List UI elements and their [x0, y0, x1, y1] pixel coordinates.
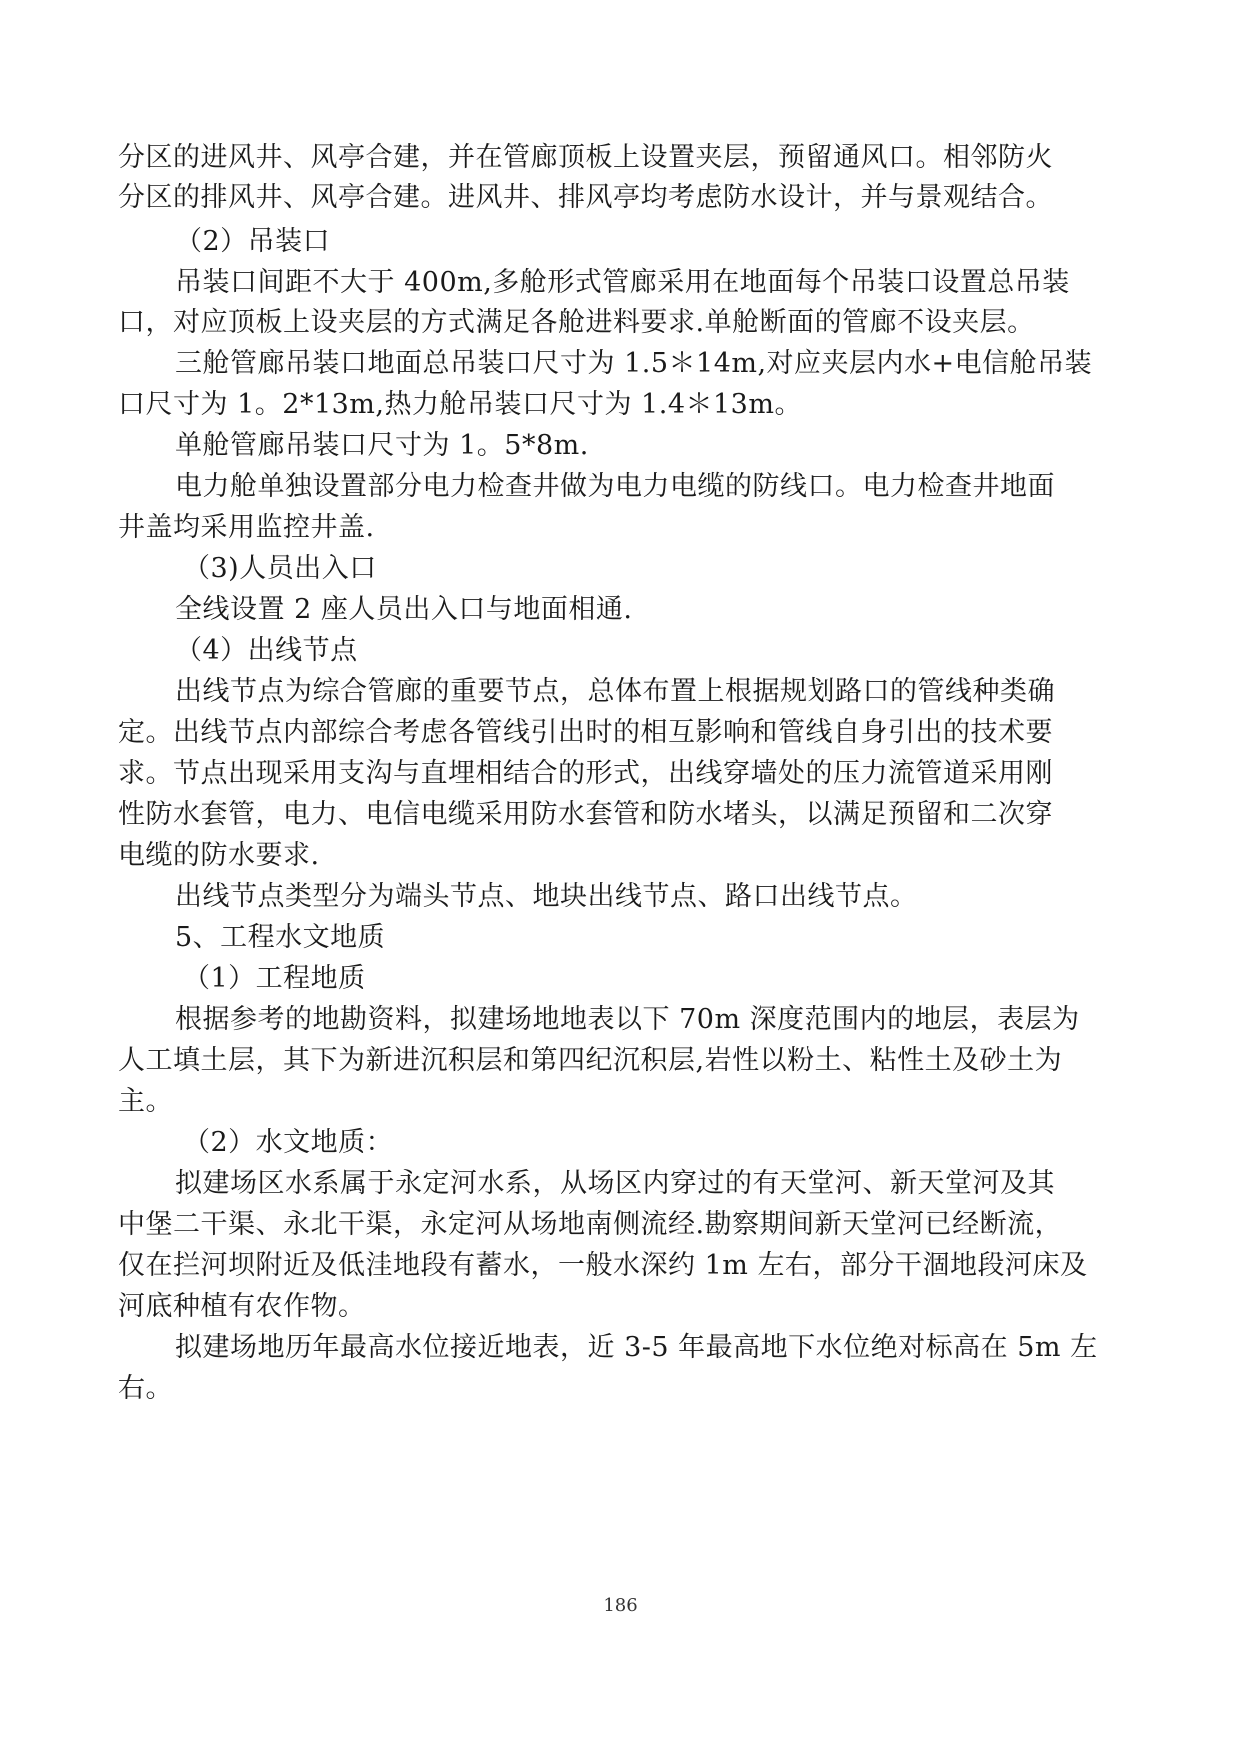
section-heading: （3)人员出入口 [183, 553, 377, 584]
paragraph-line: 拟建场地历年最高水位接近地表，近 3-5 年最高地下水位绝对标高在 5m 左 [175, 1332, 1098, 1363]
paragraph-line: 分区的排风井、风亭合建。进风井、排风亭均考虑防水设计，并与景观结合。 [118, 182, 1053, 213]
page-number: 186 [603, 1595, 638, 1616]
paragraph-line: 求。节点出现采用支沟与直埋相结合的形式，出线穿墙处的压力流管道采用刚 [118, 758, 1053, 789]
section-heading: （2）吊装口 [175, 226, 331, 257]
paragraph-line: 中堡二干渠、永北干渠，永定河从场地南侧流经.勘察期间新天堂河已经断流， [118, 1209, 1063, 1240]
paragraph-line: 定。出线节点内部综合考虑各管线引出时的相互影响和管线自身引出的技术要 [118, 717, 1053, 748]
paragraph-line: 全线设置 2 座人员出入口与地面相通. [175, 594, 633, 625]
paragraph-line: 分区的进风井、风亭合建，并在管廊顶板上设置夹层，预留通风口。相邻防火 [118, 142, 1053, 173]
paragraph-line: 井盖均采用监控井盖. [118, 512, 375, 543]
paragraph-line: 根据参考的地勘资料，拟建场地地表以下 70m 深度范围内的地层，表层为 [175, 1004, 1080, 1035]
paragraph-line: 右。 [118, 1373, 173, 1404]
paragraph-line: 拟建场区水系属于永定河水系，从场区内穿过的有天堂河、新天堂河及其 [175, 1168, 1055, 1199]
paragraph-line: 出线节点为综合管廊的重要节点，总体布置上根据规划路口的管线种类确 [175, 676, 1055, 707]
paragraph-line: 吊装口间距不大于 400m,多舱形式管廊采用在地面每个吊装口设置总吊装 [175, 267, 1070, 298]
paragraph-line: 电力舱单独设置部分电力检查井做为电力电缆的防线口。电力检查井地面 [175, 471, 1055, 502]
paragraph-line: 仅在拦河坝附近及低洼地段有蓄水，一般水深约 1m 左右，部分干涸地段河床及 [118, 1250, 1088, 1281]
section-heading: （4）出线节点 [175, 635, 358, 666]
paragraph-line: 单舱管廊吊装口尺寸为 1。5*8m. [175, 430, 589, 461]
paragraph-line: 性防水套管，电力、电信电缆采用防水套管和防水堵头，以满足预留和二次穿 [118, 799, 1053, 830]
paragraph-line: 河底种植有农作物。 [118, 1291, 366, 1322]
paragraph-line: 口，对应顶板上设夹层的方式满足各舱进料要求.单舱断面的管廊不设夹层。 [118, 307, 1035, 338]
paragraph-line: 人工填土层，其下为新进沉积层和第四纪沉积层,岩性以粉土、粘性土及砂土为 [118, 1045, 1063, 1076]
section-heading: 5、工程水文地质 [175, 922, 386, 953]
paragraph-line: 口尺寸为 1。2*13m,热力舱吊装口尺寸为 1.4＊13m。 [118, 389, 802, 420]
section-heading: （1）工程地质 [183, 963, 366, 994]
paragraph-line: 电缆的防水要求. [118, 840, 320, 871]
section-heading: （2）水文地质： [183, 1127, 394, 1158]
paragraph-line: 主。 [118, 1086, 173, 1117]
paragraph-line: 三舱管廊吊装口地面总吊装口尺寸为 1.5＊14m,对应夹层内水+电信舱吊装 [175, 348, 1093, 379]
paragraph-line: 出线节点类型分为端头节点、地块出线节点、路口出线节点。 [175, 881, 918, 912]
